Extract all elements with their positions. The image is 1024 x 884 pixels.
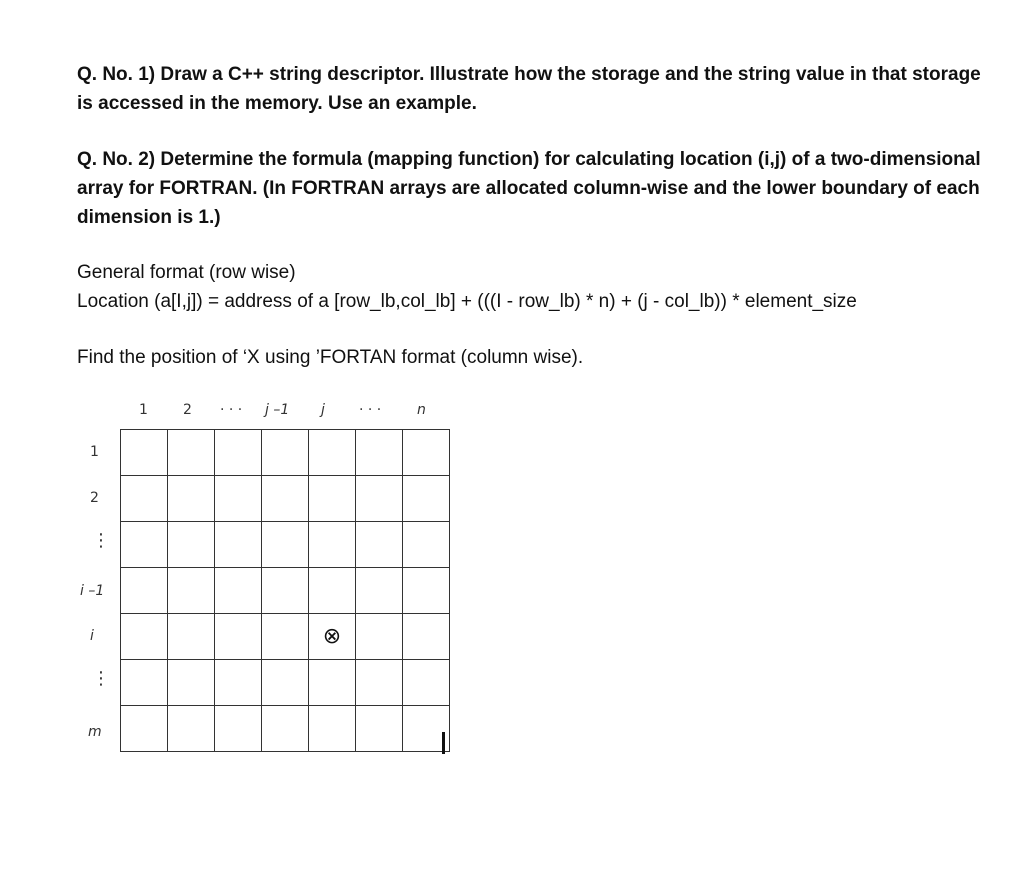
- grid-row: [121, 614, 450, 660]
- grid-cell: [168, 614, 215, 660]
- grid-cell: [121, 660, 168, 706]
- grid-cell: [403, 660, 450, 706]
- grid-cell: [309, 568, 356, 614]
- question-2: Q. No. 2) Determine the formula (mapping function) for calculating location (i,j) of a two-dimensional array for FORTRAN. (In FORTRAN arrays are allocated column-wise and the lower boundary of each dimension is 1.): [77, 149, 981, 228]
- grid-cell: [309, 706, 356, 752]
- grid-cell: [309, 476, 356, 522]
- grid-cell: [356, 476, 403, 522]
- grid-cell: [168, 706, 215, 752]
- col-label-2: 2: [183, 402, 192, 418]
- target-x-mark: ⊗: [322, 623, 342, 648]
- grid-row: [121, 522, 450, 568]
- grid-cell: [356, 568, 403, 614]
- grid-cell: [356, 430, 403, 476]
- array-grid: [120, 429, 450, 752]
- row-label-vellipsis-1: ⋮: [92, 530, 110, 551]
- col-label-n: n: [417, 402, 426, 418]
- row-label-i: i: [90, 628, 94, 644]
- grid-cell: [215, 522, 262, 568]
- grid-row: [121, 568, 450, 614]
- location-formula: Location (a[I,j]) = address of a [row_lb,col_lb] + (((I - row_lb) * n) + (j - col_lb)) * element_size: [77, 291, 857, 312]
- grid-cell: [309, 614, 356, 660]
- grid-cell: [121, 522, 168, 568]
- grid-cell: [168, 476, 215, 522]
- grid-cell: [168, 430, 215, 476]
- array-grid-table: [120, 429, 450, 752]
- row-label-1: 1: [90, 444, 99, 460]
- general-format-heading: General format (row wise): [77, 262, 296, 283]
- col-label-ellipsis-1: · · ·: [220, 402, 243, 418]
- grid-cell: [356, 706, 403, 752]
- grid-cell: [262, 660, 309, 706]
- question-1: Q. No. 1) Draw a C++ string descriptor. Illustrate how the storage and the string value in that storage is accessed in the memory. Use an example.: [77, 64, 981, 114]
- grid-cell: [215, 568, 262, 614]
- grid-cell: [403, 522, 450, 568]
- grid-cell: [356, 522, 403, 568]
- grid-cell: [121, 568, 168, 614]
- grid-row: [121, 430, 450, 476]
- grid-cell: [262, 614, 309, 660]
- grid-cell: [215, 660, 262, 706]
- grid-cell: [262, 706, 309, 752]
- grid-cell: [403, 430, 450, 476]
- grid-cell: [356, 614, 403, 660]
- grid-cell: [168, 522, 215, 568]
- grid-cell: [215, 706, 262, 752]
- grid-cell: [121, 476, 168, 522]
- grid-cell: [262, 522, 309, 568]
- grid-cell: [262, 568, 309, 614]
- col-label-j: j: [321, 402, 325, 418]
- grid-edge-mark: [442, 732, 445, 754]
- grid-cell: [121, 614, 168, 660]
- grid-cell: [356, 660, 403, 706]
- row-label-m: m: [88, 724, 102, 740]
- grid-row: [121, 660, 450, 706]
- grid-cell: [403, 476, 450, 522]
- col-label-j-minus-1: j –1: [265, 402, 290, 418]
- grid-cell: [121, 706, 168, 752]
- grid-cell: [215, 614, 262, 660]
- grid-cell: [215, 476, 262, 522]
- col-label-ellipsis-2: · · ·: [359, 402, 382, 418]
- grid-cell: [262, 430, 309, 476]
- grid-cell: [403, 614, 450, 660]
- grid-cell: [168, 568, 215, 614]
- grid-cell: [309, 522, 356, 568]
- grid-cell: [215, 430, 262, 476]
- grid-cell: [309, 430, 356, 476]
- row-label-vellipsis-2: ⋮: [92, 668, 110, 689]
- grid-row: [121, 706, 450, 752]
- grid-cell: [121, 430, 168, 476]
- find-position-instruction: Find the position of ‘X using ’FORTAN format (column wise).: [77, 347, 584, 368]
- grid-cell: [168, 660, 215, 706]
- grid-cell: [403, 568, 450, 614]
- col-label-1: 1: [139, 402, 148, 418]
- row-label-2: 2: [90, 490, 99, 506]
- grid-cell: [262, 476, 309, 522]
- grid-row: [121, 476, 450, 522]
- grid-cell: [309, 660, 356, 706]
- row-label-i-minus-1: i –1: [80, 583, 105, 599]
